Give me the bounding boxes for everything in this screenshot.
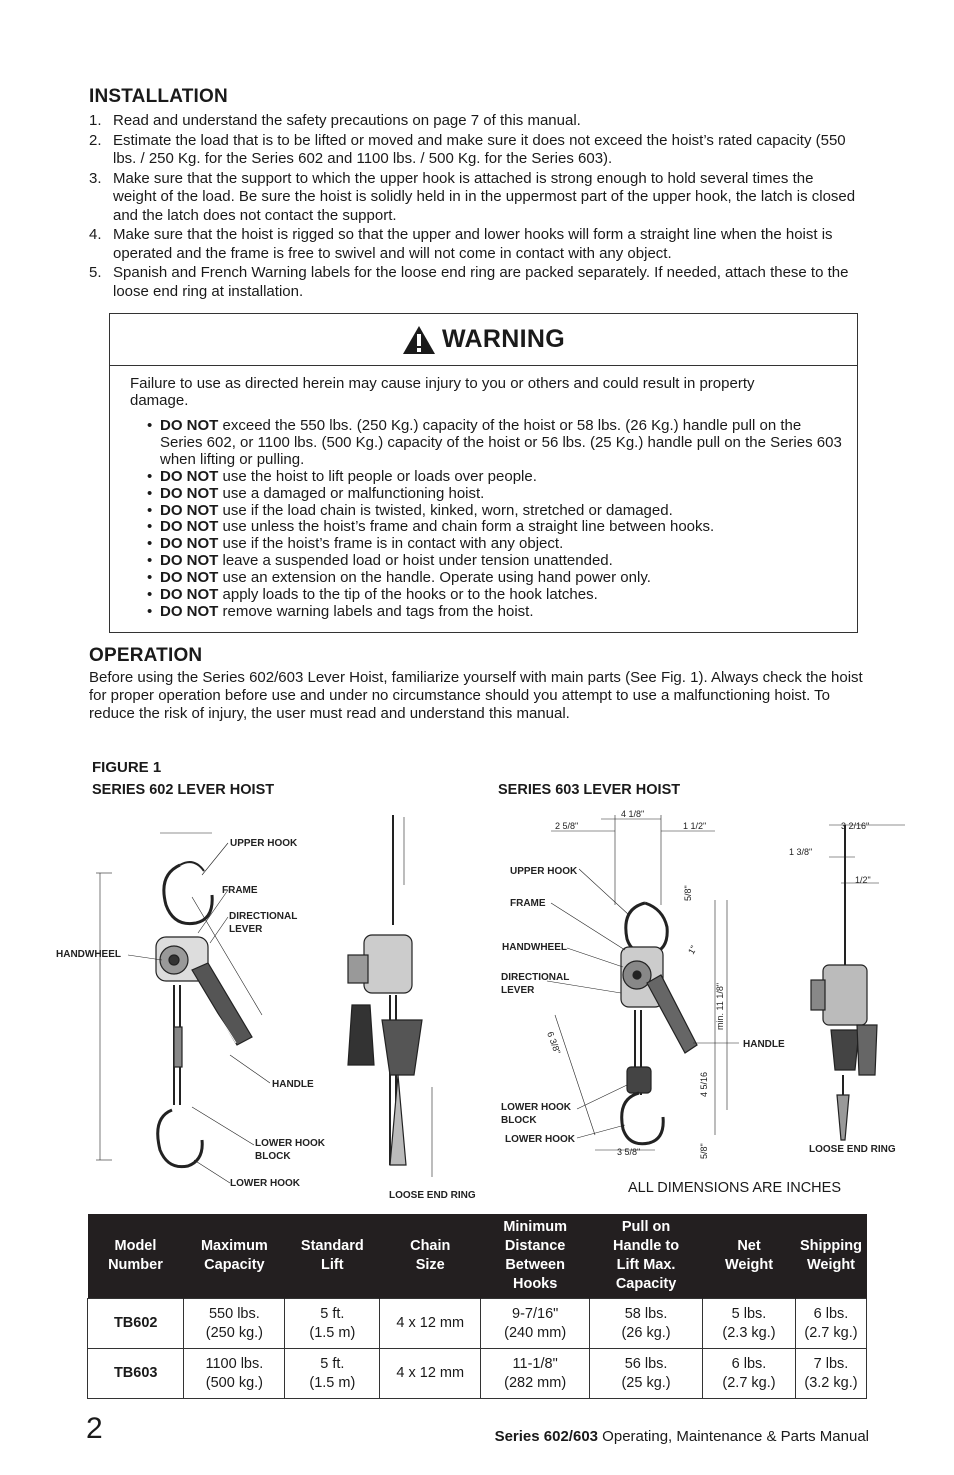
label-handle: HANDLE: [743, 1039, 785, 1050]
label-directional: DIRECTIONAL: [229, 911, 298, 922]
list-item: • DO NOT apply loads to the tip of the hooks or to the hook latches.: [147, 586, 598, 604]
label-block: BLOCK: [501, 1115, 537, 1126]
list-item: 1. Read and understand the safety precautions on page 7 of this manual.: [89, 112, 581, 129]
series-602-diagram: [52, 805, 492, 1205]
figure-602-title: SERIES 602 LEVER HOIST: [92, 782, 275, 798]
column-header: Net Weight: [703, 1214, 796, 1299]
operation-heading: OPERATION: [89, 645, 203, 666]
table-cell: 58 lbs. (26 kg.): [590, 1299, 703, 1349]
label-lower-hook: LOWER HOOK: [505, 1134, 575, 1145]
warning-header: [110, 314, 857, 366]
table-cell: 5 ft. (1.5 m): [285, 1299, 380, 1349]
list-item: 5. Spanish and French Warning labels for the loose end ring are packed separately. If needed, attach these to the loose end ring at installation.: [89, 264, 849, 300]
dim-label: 1/2": [855, 875, 871, 885]
label-loose-end-ring: LOOSE END RING: [809, 1144, 896, 1155]
table-cell: 4 x 12 mm: [380, 1349, 481, 1399]
warning-title: WARNING: [442, 325, 565, 353]
operation-text: Before using the Series 602/603 Lever Hoist, familiarize yourself with main parts (See Fig. 1). Always check the hoist for proper operation before use and under no circumstance should you attempt to use a malfunctioning hoist. To reduce the risk of injury, the user must read and understand this manual.: [89, 669, 863, 722]
label-lever: LEVER: [229, 924, 263, 935]
column-header: Model Number: [88, 1214, 184, 1299]
label-handle: HANDLE: [272, 1079, 314, 1090]
warning-box: [109, 313, 858, 633]
installation-list: [89, 112, 859, 302]
label-handwheel: HANDWHEEL: [502, 942, 567, 953]
list-item: • DO NOT use if the load chain is twisted, kinked, worn, stretched or damaged.: [147, 501, 673, 519]
warning-intro: Failure to use as directed herein may cause injury to you or others and could result in property damage.: [130, 375, 755, 409]
dim-label: 1": [686, 943, 699, 956]
column-header: Minimum Distance Between Hooks: [481, 1214, 590, 1299]
dim-label: 5/8": [683, 885, 693, 901]
list-item: • DO NOT use unless the hoist’s frame and chain form a straight line between hooks.: [147, 518, 715, 536]
label-lower-hook: LOWER HOOK: [230, 1178, 300, 1189]
dim-label: min. 11 1/8": [715, 982, 725, 1030]
page-number: 2: [86, 1412, 103, 1445]
list-item: • DO NOT use if the hoist’s frame is in contact with any object.: [147, 535, 564, 553]
label-upper-hook: UPPER HOOK: [510, 866, 578, 877]
column-header: Maximum Capacity: [184, 1214, 285, 1299]
table-cell: 1100 lbs. (500 kg.): [184, 1349, 285, 1399]
label-frame: FRAME: [510, 898, 546, 909]
footer-title: Series 602/603 Operating, Maintenance & Parts Manual: [494, 1428, 869, 1445]
table-cell: 6 lbs. (2.7 kg.): [795, 1299, 866, 1349]
table-cell: 550 lbs. (250 kg.): [184, 1299, 285, 1349]
dim-label: 4 5/16: [699, 1071, 709, 1097]
label-upper-hook: UPPER HOOK: [230, 838, 298, 849]
label-lever: LEVER: [501, 985, 535, 996]
label-directional: DIRECTIONAL: [501, 972, 570, 983]
list-item: • DO NOT use the hoist to lift people or loads over people.: [147, 467, 537, 485]
table-cell: 6 lbs. (2.7 kg.): [703, 1349, 796, 1399]
table-cell: TB603: [88, 1349, 184, 1399]
list-item: • DO NOT leave a suspended load or hoist under tension unattended.: [147, 552, 613, 570]
list-item: • DO NOT exceed the 550 lbs. (250 Kg.) capacity of the hoist or 58 lbs. (26 Kg.) handle pull on the Series 602, or 1100 lbs. (500 Kg.) capacity of the hoist or 56 lbs. (25 Kg.) handle pull on the Series 603 when lifting or pulling.: [147, 417, 842, 468]
table-cell: 5 ft. (1.5 m): [285, 1349, 380, 1399]
table-cell: 4 x 12 mm: [380, 1299, 481, 1349]
figure-603-title: SERIES 603 LEVER HOIST: [498, 782, 681, 798]
label-lower-hook-block: LOWER HOOK: [501, 1102, 571, 1113]
list-item: • DO NOT use a damaged or malfunctioning hoist.: [147, 484, 485, 502]
dim-label: 4 1/8": [621, 809, 645, 819]
dim-label: 6 3/8": [545, 1030, 563, 1056]
dim-label: 2 5/8": [555, 821, 579, 831]
table-row: [88, 1299, 867, 1349]
figure-label: FIGURE 1: [92, 759, 162, 776]
table-cell: 11-1/8" (282 mm): [481, 1349, 590, 1399]
column-header: Chain Size: [380, 1214, 481, 1299]
label-loose-end-ring: LOOSE END RING: [389, 1190, 476, 1201]
table-cell: 56 lbs. (25 kg.): [590, 1349, 703, 1399]
column-header: Pull on Handle to Lift Max. Capacity: [590, 1214, 703, 1299]
list-item: • DO NOT remove warning labels and tags from the hoist.: [147, 602, 534, 620]
warning-triangle-icon: [402, 325, 436, 355]
table-cell: 9-7/16" (240 mm): [481, 1299, 590, 1349]
label-lower-hook-block: LOWER HOOK: [255, 1138, 325, 1149]
dim-label: 1 3/8": [789, 847, 813, 857]
dim-label: 1 1/2": [683, 821, 707, 831]
list-item: 2. Estimate the load that is to be lifted or moved and make sure it does not exceed the hoist’s rated capacity (550 lbs. / 250 Kg. for the Series 602 and 1100 lbs. / 500 Kg. for the Series 603).: [89, 131, 846, 167]
table-cell: 7 lbs. (3.2 kg.): [795, 1349, 866, 1399]
installation-heading: INSTALLATION: [89, 86, 228, 107]
table-cell: TB602: [88, 1299, 184, 1349]
spec-table: [87, 1214, 867, 1399]
warning-bullets: [147, 418, 847, 621]
dim-label: 3 5/8": [617, 1147, 641, 1157]
column-header: Standard Lift: [285, 1214, 380, 1299]
list-item: 4. Make sure that the hoist is rigged so that the upper and lower hooks will form a straight line when the hoist is operated and the frame is free to swivel and will not come in contact with any object.: [89, 226, 833, 262]
table-row: [88, 1349, 867, 1399]
table-header-row: [88, 1214, 867, 1299]
label-block: BLOCK: [255, 1151, 291, 1162]
series-603-diagram: [495, 805, 915, 1165]
list-item: • DO NOT use an extension on the handle. Operate using hand power only.: [147, 569, 651, 587]
label-frame: FRAME: [222, 885, 258, 896]
table-cell: 5 lbs. (2.3 kg.): [703, 1299, 796, 1349]
column-header: Shipping Weight: [795, 1214, 866, 1299]
list-item: 3. Make sure that the support to which the upper hook is attached is strong enough to hold several times the weight of the load. Be sure the hoist is solidly held in in the uppermost part of the upper hook, the latch is closed and the latch does not contact the support.: [89, 169, 856, 224]
dimensions-note: ALL DIMENSIONS ARE INCHES: [628, 1180, 841, 1196]
dim-label: 3 2/16": [841, 821, 870, 831]
label-handwheel: HANDWHEEL: [56, 949, 121, 960]
dim-label: 5/8": [699, 1143, 709, 1159]
